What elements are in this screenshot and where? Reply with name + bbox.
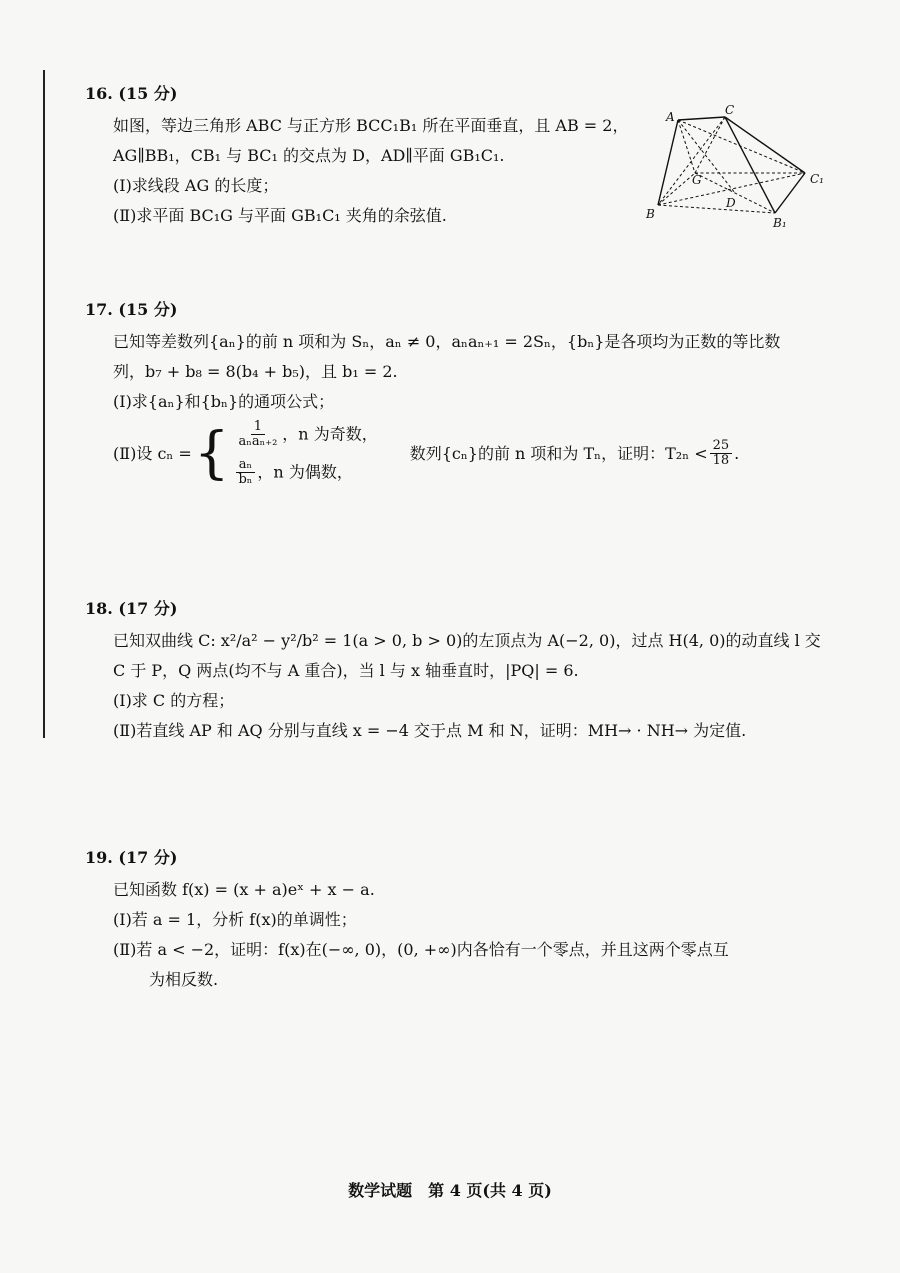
case-even xyxy=(233,458,377,488)
problem-heading: 17. (15 分) xyxy=(85,300,178,319)
sentence-end: . xyxy=(734,443,740,463)
problem-line: (Ⅰ)求 C 的方程； xyxy=(113,691,235,710)
piecewise-definition xyxy=(113,420,739,487)
edge-bb1 xyxy=(658,205,775,213)
margin-rule xyxy=(43,70,45,738)
geometry-figure xyxy=(640,105,840,230)
edge-c1b1 xyxy=(775,173,805,213)
label-c1: C₁ xyxy=(810,172,824,186)
edge-gc xyxy=(695,117,725,173)
case-odd xyxy=(233,420,377,450)
edge-a-c xyxy=(678,120,695,173)
label-g: C xyxy=(725,105,735,117)
problem-line: 已知等差数列{aₙ}的前 n 项和为 Sₙ，aₙ ≠ 0，aₙaₙ₊₁ = 2Sₙ，{bₙ}是各项均为正数的等比数 xyxy=(113,332,781,351)
case-condition: ，n 为奇数， xyxy=(282,424,378,444)
piecewise-prefix: (Ⅱ)设 cₙ = xyxy=(113,443,192,463)
problem-line: (Ⅰ)若 a = 1，分析 f(x)的单调性； xyxy=(113,910,357,929)
problem-line: C 于 P，Q 两点(均不与 A 重合)，当 l 与 x 轴垂直时，|PQ| = 6. xyxy=(113,661,579,680)
problem-line: (Ⅱ)求平面 BC₁G 与平面 GB₁C₁ 夹角的余弦值. xyxy=(113,206,447,225)
fraction xyxy=(235,420,280,450)
problem-line: 已知函数 f(x) = (x + a)eˣ + x − a. xyxy=(113,880,375,899)
fraction-denominator: 18 xyxy=(712,453,730,469)
fraction-numerator: 1 xyxy=(251,420,265,435)
label-b: B xyxy=(646,207,655,221)
problem-heading: 16. (15 分) xyxy=(85,84,178,103)
fraction-numerator: aₙ xyxy=(236,458,255,473)
label-d: D xyxy=(726,196,736,210)
problem-line: (Ⅰ)求{aₙ}和{bₙ}的通项公式； xyxy=(113,392,335,411)
fraction xyxy=(235,458,255,488)
left-brace-icon: { xyxy=(193,420,230,486)
label-c: G xyxy=(692,173,702,187)
problem-line: 为相反数. xyxy=(149,970,219,989)
problem-line: AG∥BB₁，CB₁ 与 BC₁ 的交点为 D，AD∥平面 GB₁C₁. xyxy=(113,146,505,165)
label-b1: B₁ xyxy=(773,216,787,230)
piecewise-suffix: 数列{cₙ}的前 n 项和为 Tₙ，证明：T₂ₙ < xyxy=(409,443,708,463)
case-condition: ，n 为偶数， xyxy=(257,461,353,481)
bound-fraction xyxy=(710,439,733,469)
problem-19 xyxy=(85,846,845,998)
fraction-denominator: aₙaₙ₊₂ xyxy=(238,434,278,450)
edge-ag xyxy=(678,117,725,120)
problem-line: (Ⅰ)求线段 AG 的长度； xyxy=(113,176,279,195)
fraction-numerator: 25 xyxy=(710,439,733,454)
edge-bc xyxy=(658,173,695,205)
problem-heading: 18. (17 分) xyxy=(85,599,178,618)
page-footer: 数学试题 第 4 页(共 4 页) xyxy=(348,1181,552,1200)
problem-line: 如图，等边三角形 ABC 与正方形 BCC₁B₁ 所在平面垂直，且 AB = 2， xyxy=(113,116,629,135)
problem-18 xyxy=(85,597,845,749)
piecewise-cases xyxy=(233,420,377,487)
problem-line: (Ⅱ)若 a < −2，证明：f(x)在(−∞, 0)，(0, +∞)内各恰有一个零点，并且这两个零点互 xyxy=(113,940,729,959)
problem-line: 已知双曲线 C: x²/a² − y²/b² = 1(a > 0, b > 0)的左顶点为 A(−2, 0)，过点 H(4, 0)的动直线 l 交 xyxy=(113,631,821,650)
problem-line: 列，b₇ + b₈ = 8(b₄ + b₅)，且 b₁ = 2. xyxy=(113,362,398,381)
problem-heading: 19. (17 分) xyxy=(85,848,178,867)
label-a: A xyxy=(666,110,675,124)
edge-ad xyxy=(678,120,735,193)
problem-line: (Ⅱ)若直线 AP 和 AQ 分别与直线 x = −4 交于点 M 和 N，证明：MH→ · NH→ 为定值. xyxy=(113,721,747,740)
edge-cc1 xyxy=(725,117,805,173)
problem-17 xyxy=(85,298,845,493)
fraction-denominator: bₙ xyxy=(238,471,253,487)
